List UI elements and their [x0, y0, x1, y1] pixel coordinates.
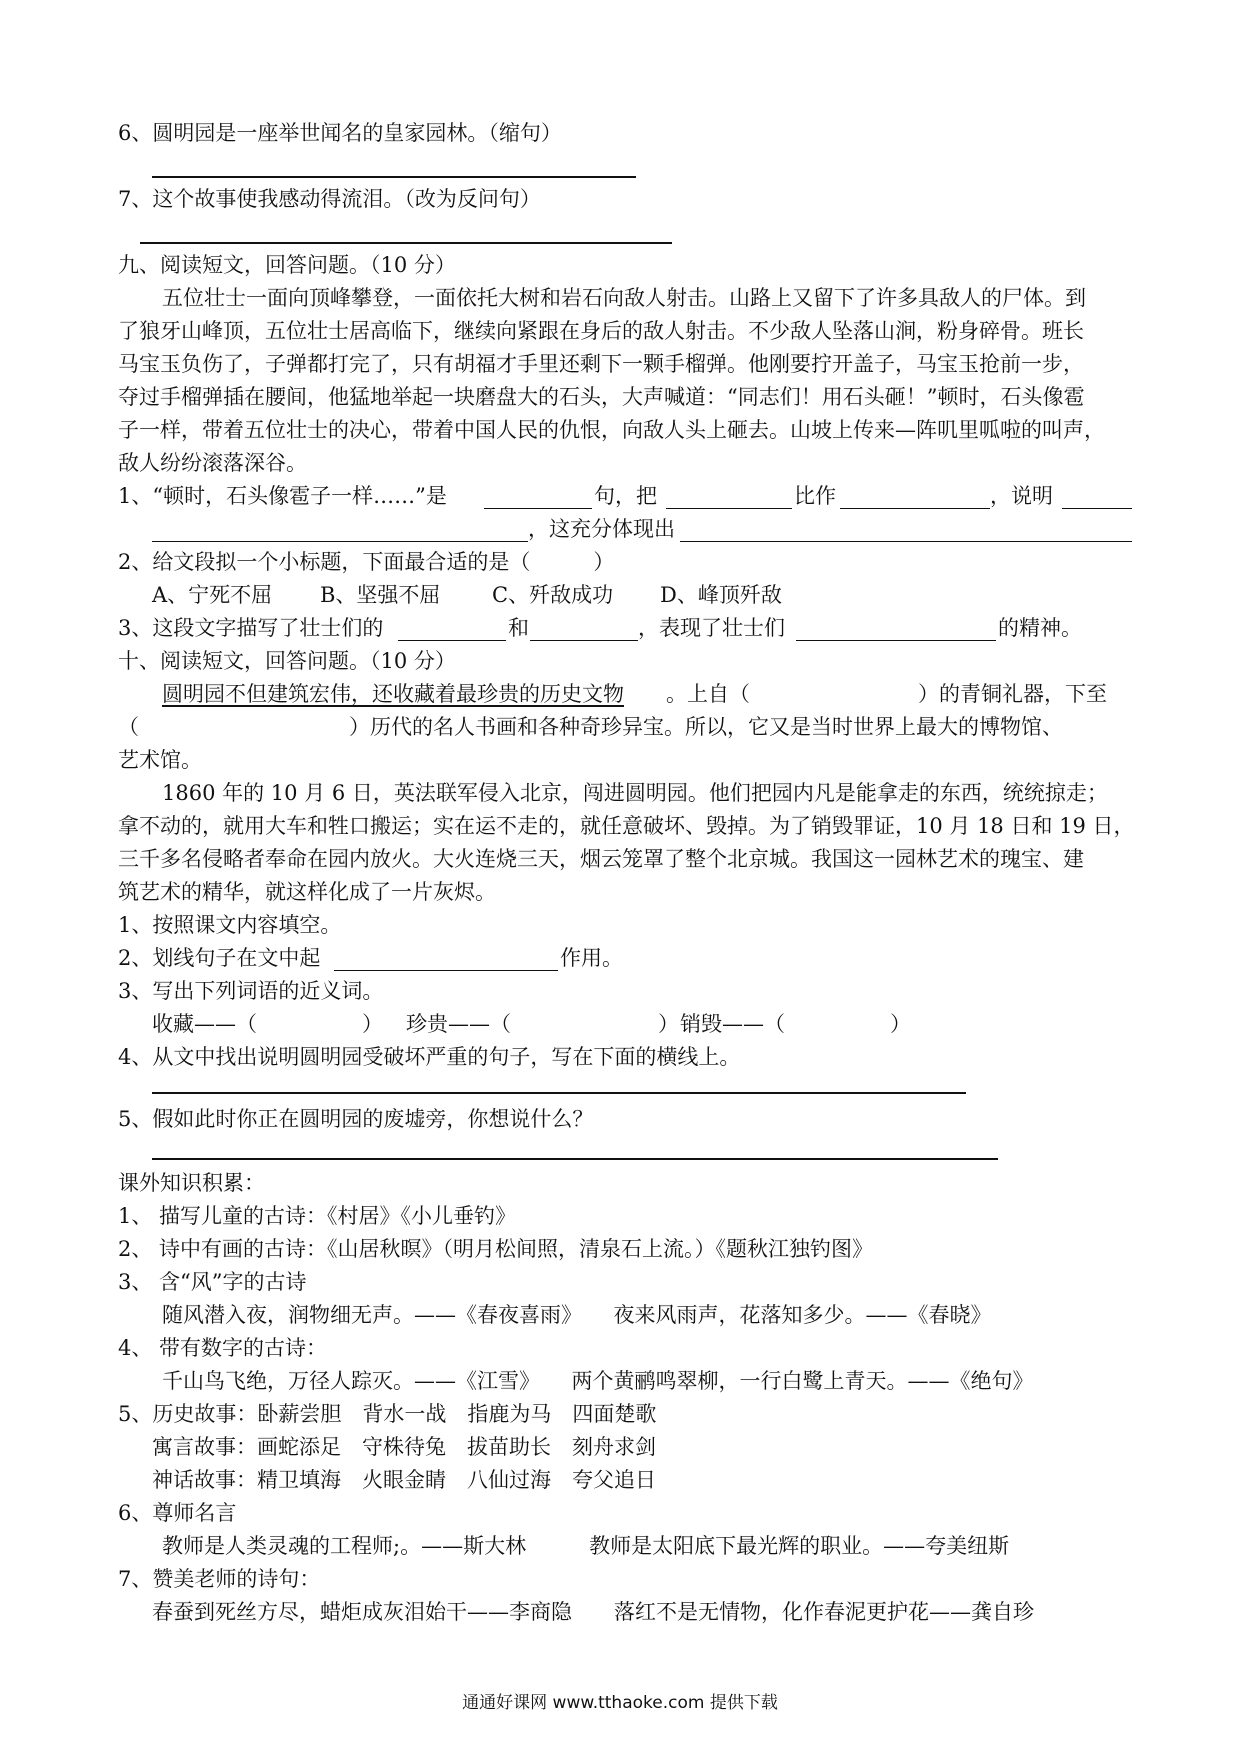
- question-9-2: 2、给文段拟一个小标题，下面最合适的是（ ）: [118, 550, 615, 574]
- extra-line: 7、赞美老师的诗句：: [118, 1567, 321, 1591]
- extra-line: 6、尊师名言: [118, 1501, 237, 1525]
- passage-line: 子一样，带着五位壮士的决心，带着中国人民的仇恨，向敌人头上砸去。山坡上传来—阵叽里呱啦的叫声，: [118, 418, 1105, 442]
- question-9-1-cont: ，这充分体现出: [0, 514, 1240, 544]
- passage-line: （ ）历代的名人书画和各种奇珍异宝。所以，它又是当时世界上最大的博物馆、: [118, 715, 1063, 739]
- extra-line: 3、 含“风”字的古诗: [118, 1270, 307, 1294]
- passage-line: 筑艺术的精华，就这样化成了一片灰烬。: [118, 880, 496, 904]
- section-9-heading: 九、阅读短文，回答问题。（10 分）: [118, 253, 456, 277]
- passage-line: 马宝玉负伤了，子弹都打完了，只有胡福才手里还剩下一颗手榴弹。他刚要拧开盖子，马宝玉抢前一步，: [118, 352, 1084, 376]
- passage-line: 五位壮士一面向顶峰攀登，一面依托大树和岩石向敌人射击。山路上又留下了许多具敌人的尸体。到: [162, 286, 1086, 310]
- question-10-5: 5、假如此时你正在圆明园的废墟旁，你想说什么？: [118, 1107, 594, 1131]
- question-9-2-options: [0, 580, 1240, 610]
- extra-line: 随风潜入夜，润物细无声。——《春夜喜雨》 夜来风雨声，花落知多少。——《春晓》: [162, 1303, 992, 1327]
- fill-blank[interactable]: [666, 508, 792, 509]
- extra-line: 5、历史故事：卧薪尝胆 背水一战 指鹿为马 四面楚歌: [118, 1402, 657, 1426]
- extra-heading: 课外知识积累：: [118, 1171, 265, 1195]
- fill-blank[interactable]: [530, 640, 638, 641]
- option-d[interactable]: D、峰顶歼敌: [660, 583, 782, 607]
- passage-line: 拿不动的，就用大车和牲口搬运；实在运不走的，就任意破坏、毁掉。为了销毁罪证，10 月 18 日和 19 日，: [118, 814, 1135, 838]
- extra-line: 千山鸟飞绝，万径人踪灭。——《江雪》 两个黄鹂鸣翠柳，一行白鹭上青天。——《绝句》: [162, 1369, 1034, 1393]
- question-10-3: 3、写出下列词语的近义词。: [118, 979, 384, 1003]
- passage-line: 三千多名侵略者奉命在园内放火。大火连烧三天，烟云笼罩了整个北京城。我国这一园林艺术的瑰宝、建: [118, 847, 1084, 871]
- question-10-1: 1、按照课文内容填空。: [118, 913, 342, 937]
- extra-line: 春蚕到死丝方尽，蜡炬成灰泪始干——李商隐 落红不是无情物，化作春泥更护花——龚自珍: [152, 1600, 1034, 1624]
- answer-line: [152, 176, 636, 178]
- underlined-sentence: 圆明园不但建筑宏伟，还收藏着最珍贵的历史文物: [162, 682, 624, 706]
- extra-line: 神话故事：精卫填海 火眼金睛 八仙过海 夸父追日: [152, 1468, 656, 1492]
- fill-blank[interactable]: [398, 640, 506, 641]
- extra-line: 教师是人类灵魂的工程师;。——斯大林 教师是太阳底下最光辉的职业。——夸美纽斯: [162, 1534, 1010, 1558]
- fill-blank[interactable]: [680, 541, 1132, 542]
- fill-blank[interactable]: [334, 970, 558, 971]
- option-a[interactable]: A、宁死不屈: [152, 583, 273, 607]
- extra-line: 1、 描写儿童的古诗：《村居》《小儿垂钓》: [118, 1204, 517, 1228]
- footer-credit: 通通好课网 www.tthaoke.com 提供下载: [462, 1693, 778, 1713]
- question-8-7: 7、这个故事使我感动得流泪。（改为反问句）: [118, 187, 541, 211]
- passage-line: 艺术馆。: [118, 748, 202, 772]
- option-c[interactable]: C、歼敌成功: [492, 583, 614, 607]
- passage-line: 了狼牙山峰顶，五位壮士居高临下，继续向紧跟在身后的敌人射击。不少敌人坠落山涧，粉身碎骨。班长: [118, 319, 1084, 343]
- passage-line: 敌人纷纷滚落深谷。: [118, 451, 307, 475]
- extra-line: 4、 带有数字的古诗：: [118, 1336, 328, 1360]
- fill-blank[interactable]: [796, 640, 996, 641]
- passage-line: 夺过手榴弹插在腰间，他猛地举起一块磨盘大的石头，大声喊道：“同志们！用石头砸！”顿时，石头像雹: [118, 385, 1085, 409]
- question-10-4: 4、从文中找出说明圆明园受破坏严重的句子，写在下面的横线上。: [118, 1045, 741, 1069]
- option-b[interactable]: B、坚强不屈: [320, 583, 441, 607]
- answer-line: [140, 242, 672, 244]
- fill-blank[interactable]: [484, 508, 592, 509]
- answer-line[interactable]: [152, 1092, 966, 1094]
- answer-line[interactable]: [152, 1158, 998, 1160]
- question-8-6: 6、圆明园是一座举世闻名的皇家园林。（缩句）: [118, 121, 562, 145]
- question-10-3-words: 收藏——（ ） 珍贵——（ ） 销毁——（ ）: [152, 1012, 911, 1036]
- fill-blank[interactable]: [1062, 508, 1132, 509]
- question-10-2: 2、划线句子在文中起 作用。: [118, 946, 623, 970]
- fill-blank[interactable]: [840, 508, 990, 509]
- question-9-3: 3、这段文字描写了壮士们的 和 ，表现了壮士们 的精神。: [118, 616, 1082, 640]
- question-9-1: 1、“顿时，石头像雹子一样……”是 句，把 比作 ，说明: [0, 481, 1240, 511]
- passage-line: 1860 年的 10 月 6 日，英法联军侵入北京，闯进圆明园。他们把园内凡是能拿走的东西，统统掠走；: [162, 781, 1108, 805]
- extra-line: 寓言故事：画蛇添足 守株待兔 拔苗助长 刻舟求剑: [152, 1435, 656, 1459]
- extra-line: 2、 诗中有画的古诗：《山居秋暝》（明月松间照，清泉石上流。）《题秋江独钓图》: [118, 1237, 874, 1261]
- section-10-heading: 十、阅读短文，回答问题。（10 分）: [118, 649, 456, 673]
- passage-line: 圆明园不但建筑宏伟，还收藏着最珍贵的历史文物 。上自（ ）的青铜礼器，下至: [0, 679, 1240, 709]
- fill-blank[interactable]: [152, 541, 528, 542]
